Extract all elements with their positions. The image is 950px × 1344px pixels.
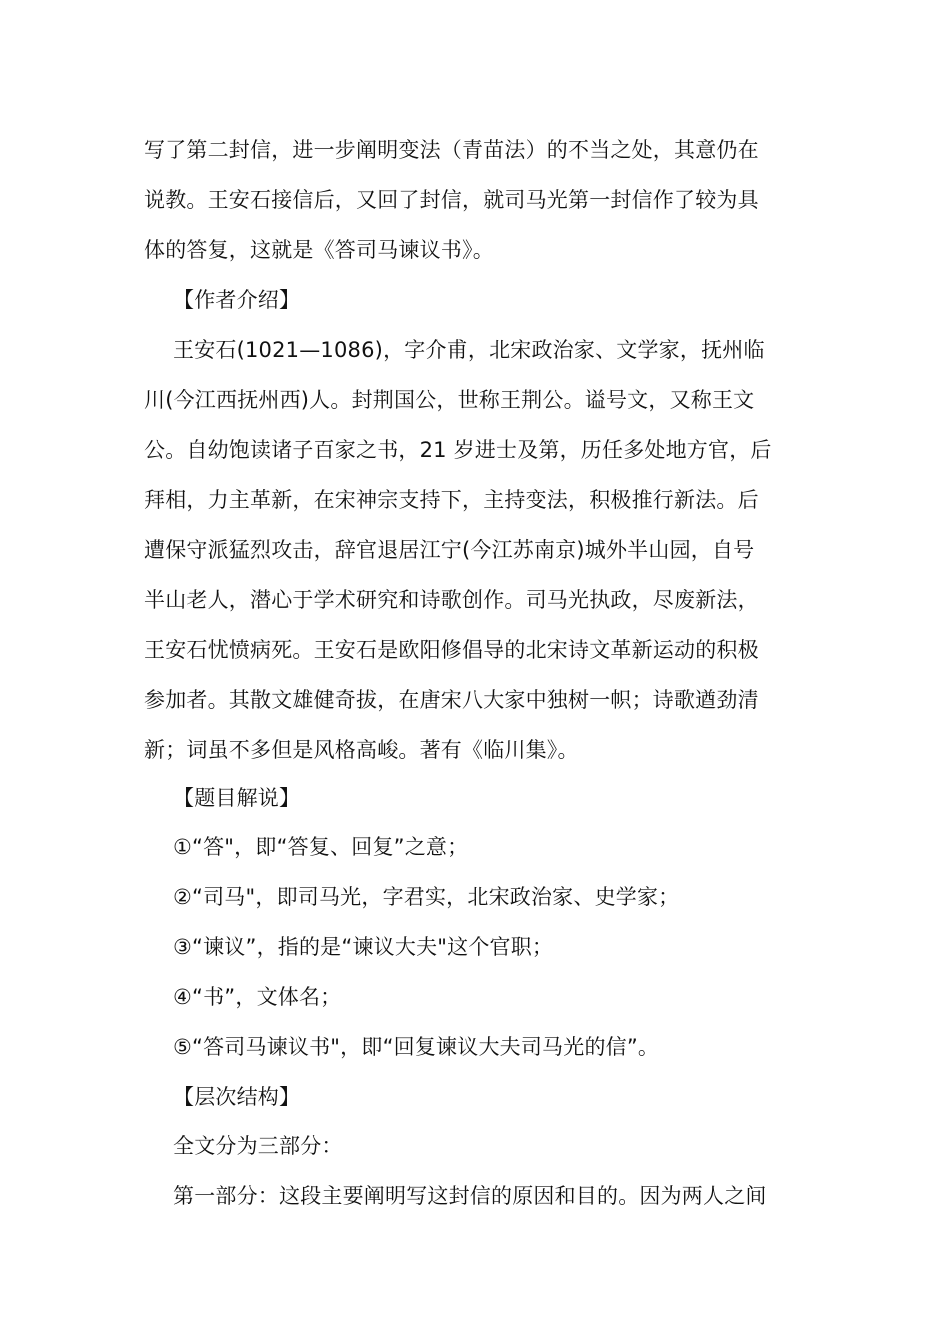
paragraph-line: 公。自幼饱读诸子百家之书，21 岁进士及第，历任多处地方官，后 [144, 438, 772, 462]
list-item: ③“谏议”，指的是“谏议大夫"这个官职； [173, 935, 554, 959]
paragraph-line: 王安石(1021—1086)，字介甫，北宋政治家、文学家，抚州临 [173, 338, 765, 362]
section-heading-author: 【作者介绍】 [173, 288, 301, 312]
paragraph-line: 半山老人，潜心于学术研究和诗歌创作。司马光执政，尽废新法， [144, 588, 759, 612]
section-heading-structure: 【层次结构】 [173, 1085, 301, 1109]
list-item: ②“司马"，即司马光，字君实，北宋政治家、史学家； [173, 885, 680, 909]
list-item: ①“答"，即“答复、回复”之意； [173, 835, 469, 859]
paragraph-line: 说教。王安石接信后，又回了封信，就司马光第一封信作了较为具 [144, 188, 759, 212]
section-heading-title-explanation: 【题目解说】 [173, 786, 301, 810]
paragraph-line: 体的答复，这就是《答司马谏议书》。 [144, 238, 494, 262]
list-item: ④“书”，文体名； [173, 985, 342, 1009]
paragraph-line: 参加者。其散文雄健奇拔，在唐宋八大家中独树一帜；诗歌遒劲清 [144, 688, 759, 712]
paragraph-line: 写了第二封信，进一步阐明变法（青苗法）的不当之处，其意仍在 [144, 138, 759, 162]
paragraph-line: 第一部分：这段主要阐明写这封信的原因和目的。因为两人之间 [173, 1184, 767, 1208]
paragraph-line: 王安石忧愤病死。王安石是欧阳修倡导的北宋诗文革新运动的积极 [144, 638, 759, 662]
list-item: ⑤“答司马谏议书"，即“回复谏议大夫司马光的信”。 [173, 1035, 660, 1059]
paragraph-line: 遭保守派猛烈攻击，辞官退居江宁(今江苏南京)城外半山园，自号 [144, 538, 755, 562]
paragraph-line: 全文分为三部分： [173, 1134, 343, 1158]
paragraph-line: 拜相，力主革新，在宋神宗支持下，主持变法，积极推行新法。后 [144, 488, 759, 512]
paragraph-line: 川(今江西抚州西)人。封荆国公，世称王荆公。谥号文，又称王文 [144, 388, 755, 412]
paragraph-line: 新；词虽不多但是风格高峻。著有《临川集》。 [144, 738, 579, 762]
